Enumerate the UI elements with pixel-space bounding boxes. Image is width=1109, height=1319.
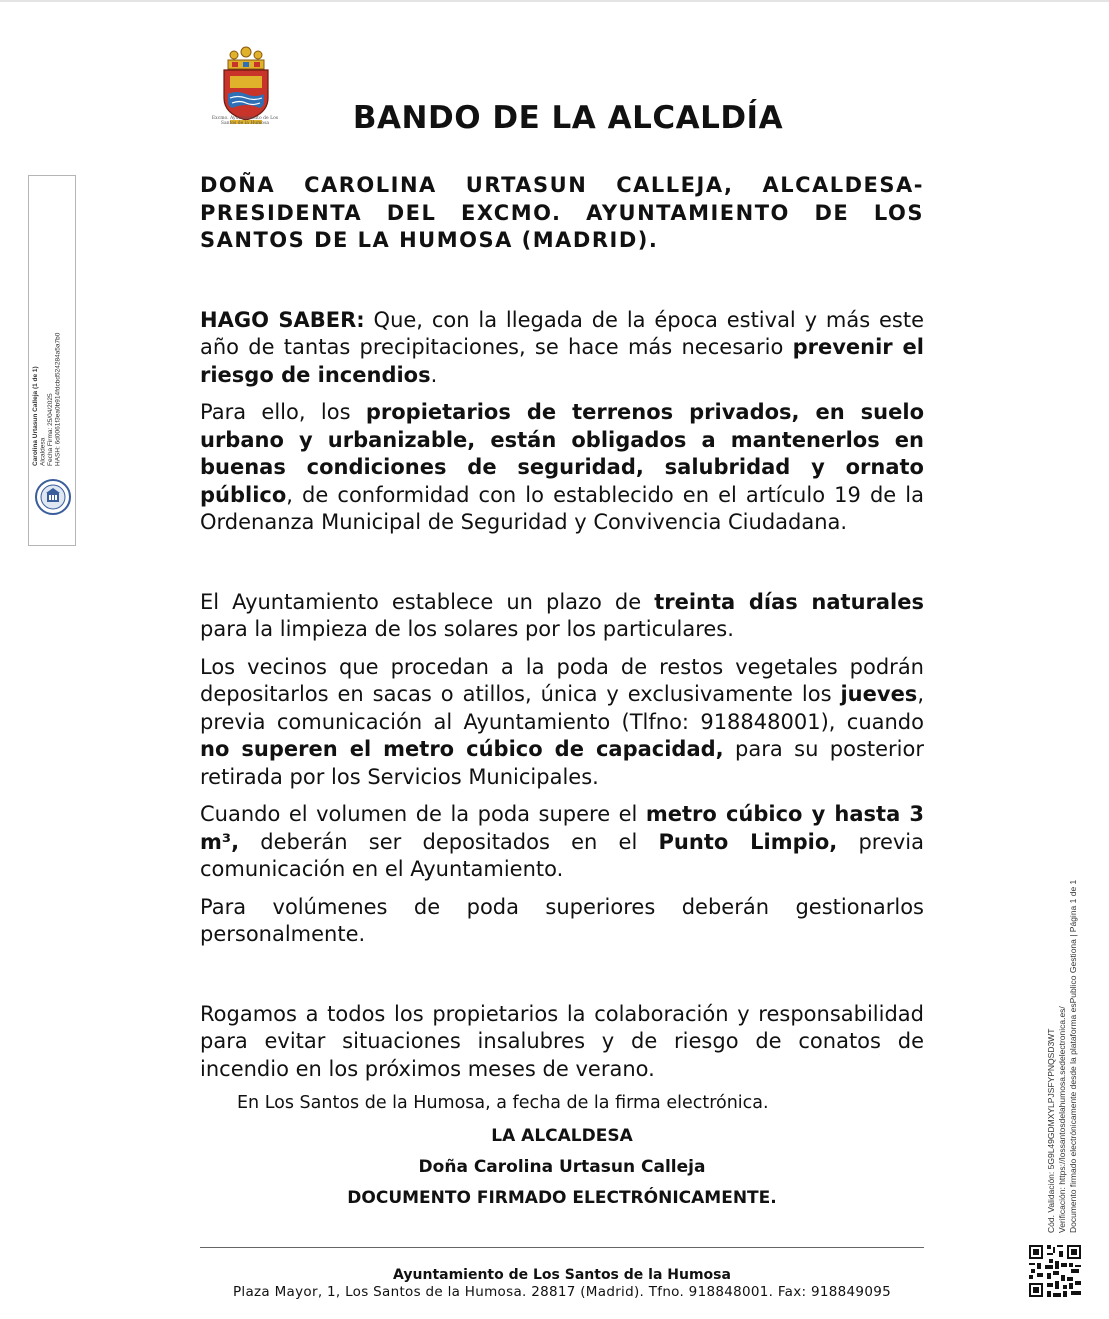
text-span: Que, con la llegada de la época estival y más este año de tantas precipitaciones, se hace más necesario (200, 307, 924, 359)
electronic-signature-note: DOCUMENTO FIRMADO ELECTRÓNICAMENTE. (347, 1188, 777, 1208)
text-span: Los vecinos que procedan a la poda de restos vegetales podrán depositarlos en sacas o atillos, única y exclusivamente los (200, 654, 924, 706)
page-top-border (0, 0, 1109, 2)
signature-stamp (28, 175, 76, 546)
heading-paragraph: DOÑA CAROLINA URTASUN CALLEJA, ALCALDESA-PRESIDENTA DEL EXCMO. AYUNTAMIENTO DE LOS SANTOS DE LA HUMOSA (MADRID). (200, 173, 924, 252)
paragraph-pruning (200, 654, 924, 792)
signer-role-line: LA ALCALDESA (491, 1126, 633, 1146)
bold-text: jueves (840, 682, 918, 706)
verification-url: Verificación: https://lossantosdelahumosa.sedelectronica.es/ (1057, 1006, 1067, 1233)
footer-organization: Ayuntamiento de Los Santos de la Humosa (393, 1267, 731, 1283)
signature-date: Fecha Firma: 25/04/2025 (47, 393, 54, 466)
text-span: , previa comunicación al Ayuntamiento (Tlfno: 918848001), cuando (200, 682, 924, 734)
text-span: deberán ser depositados en el (239, 829, 659, 854)
bold-text: no superen el metro cúbico de capacidad, (200, 737, 724, 761)
paragraph-clean-point (200, 801, 924, 884)
platform-note: Documento firmado electrónicamente desde la plataforma esPublico Gestiona | Página 1 de 1 (1068, 879, 1078, 1233)
bold-text: Punto Limpio, (658, 829, 838, 854)
signer-role: Alcaldesa (39, 437, 47, 466)
signer-name: Carolina Urtasun Calleja (1 de 1) (32, 366, 39, 466)
crest-caption: Excmo. Ayuntamiento de Los Santos de la Humosa (211, 116, 279, 126)
text-span: El Ayuntamiento establece un plazo de (200, 589, 655, 614)
text-span: para su posterior retirada por los Servicios Municipales. (200, 737, 924, 789)
bold-text: propietarios de terrenos privados, en suelo urbano y urbanizable, están obligados a mantenerlos en buenas condiciones de seguridad, salubridad y ornato público (200, 400, 924, 507)
page-title: BANDO DE LA ALCALDÍA (352, 100, 784, 136)
verification-text (1046, 838, 1090, 1233)
text-span: Para ello, los (200, 400, 366, 424)
bold-text: prevenir el riesgo de incendios (200, 335, 925, 387)
place-and-date: En Los Santos de la Humosa, a fecha de la firma electrónica. (237, 1093, 769, 1113)
signer-name-line: Doña Carolina Urtasun Calleja (418, 1157, 706, 1177)
footer-divider (200, 1247, 924, 1248)
paragraph-hago-saber (200, 307, 924, 390)
text-span: para la limpieza de los solares por los particulares. (200, 617, 734, 641)
seal-icon (34, 478, 72, 516)
document-body (200, 172, 924, 1214)
bold-text: metro cúbico y hasta 3 m³, (200, 802, 924, 854)
bold-text: treinta días naturales (654, 589, 924, 614)
signature-stamp-text (32, 196, 62, 466)
qr-code-icon[interactable] (1027, 1243, 1083, 1299)
text-span: previa comunicación en el Ayuntamiento. (200, 829, 924, 881)
paragraph-request: Rogamos a todos los propietarios la colaboración y responsabilidad para evitar situaciones insalubres y de riesgo de conatos de incendio en los próximos meses de verano. (200, 1001, 924, 1081)
paragraph-deadline (200, 589, 924, 644)
text-span: , de conformidad con lo establecido en el artículo 19 de la Ordenanza Municipal de Seguridad y Convivencia Ciudadana. (200, 482, 924, 534)
text-span: . (430, 362, 438, 387)
paragraph-owners (200, 399, 924, 537)
bold-lead: HAGO SABER: (200, 307, 365, 332)
signature-hash: HASH: 6d0061f3ea0b914fdcbd524284a5a7b0 (54, 332, 62, 466)
text-span: Cuando el volumen de la poda supere el (200, 802, 646, 826)
footer-address: Plaza Mayor, 1, Los Santos de la Humosa. 28817 (Madrid). Tfno. 918848001. Fax: 918849095 (232, 1284, 891, 1300)
validation-code: Cód. Validación: 5G9L49GDMXYLPJSFYPNQSD3WT (1046, 1028, 1056, 1233)
paragraph-large-volumes: Para volúmenes de poda superiores deberán gestionarlos personalmente. (200, 894, 924, 946)
